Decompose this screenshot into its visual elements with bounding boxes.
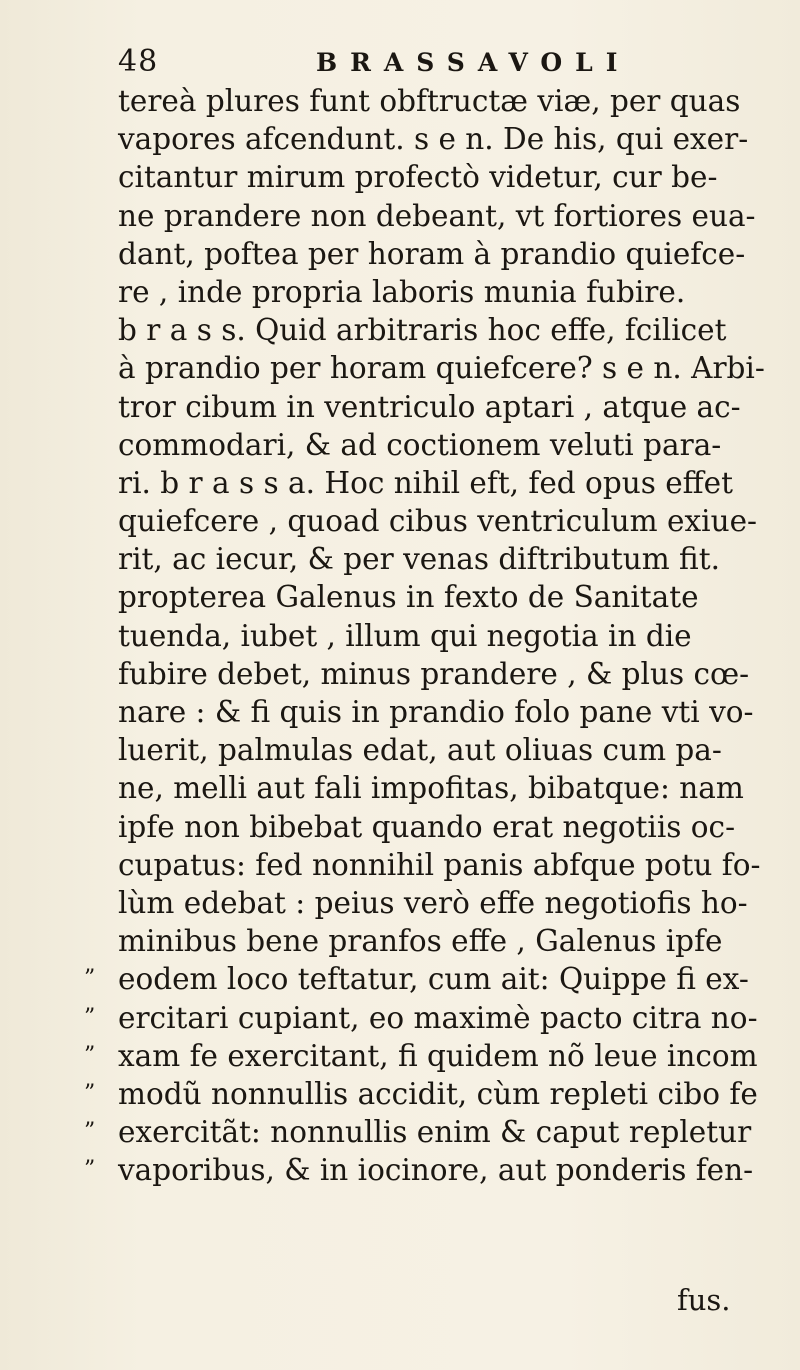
quotation-marker: ” bbox=[84, 1080, 97, 1106]
line-text: tuenda, iubet , illum qui negotia in die bbox=[118, 618, 692, 653]
text-line bbox=[118, 922, 738, 960]
text-line bbox=[118, 655, 750, 693]
text-line bbox=[118, 578, 738, 616]
line-text: eodem loco teftatur, cum ait: Quippe fi ex- bbox=[118, 962, 749, 997]
text-line bbox=[118, 82, 741, 120]
line-text: xam fe exercitant, fi quidem nõ leue incom bbox=[118, 1038, 758, 1073]
line-text: b r a s s. Quid arbitraris hoc effe, fcilicet bbox=[118, 313, 727, 348]
text-line bbox=[118, 426, 738, 464]
line-text: à prandio per horam quiefcere? s e n. Arbi- bbox=[118, 351, 765, 386]
line-text: commodari, & ad coctionem veluti para- bbox=[118, 427, 722, 462]
text-line bbox=[118, 120, 749, 158]
line-text: quiefcere , quoad cibus ventriculum exiue- bbox=[118, 504, 757, 539]
line-text: rit, ac iecur, & per venas diftributum fit. bbox=[118, 542, 720, 577]
body-text bbox=[84, 82, 765, 1189]
text-line bbox=[118, 349, 765, 387]
line-text: fubire debet, minus prandere , & plus cœ- bbox=[118, 656, 750, 691]
running-title: BRASSAVOLI bbox=[316, 48, 631, 77]
text-line bbox=[118, 464, 738, 502]
line-text: lùm edebat : peius verò effe negotiofis ho- bbox=[118, 885, 748, 920]
line-text: nare : & fi quis in prandio folo pane vti vo- bbox=[118, 695, 754, 729]
quotation-marker: ” bbox=[84, 1157, 97, 1183]
text-line bbox=[84, 1075, 758, 1113]
line-text: dant, poftea per horam à prandio quiefce- bbox=[118, 236, 746, 271]
text-line bbox=[118, 884, 748, 922]
text-line bbox=[118, 273, 738, 311]
line-text: minibus bene pranfos effe , Galenus ipfe bbox=[118, 924, 723, 959]
text-line bbox=[84, 1151, 754, 1189]
text-line bbox=[118, 769, 744, 807]
line-text: vaporibus, & in iocinore, aut ponderis fen- bbox=[118, 1153, 754, 1188]
catchword: fus. bbox=[677, 1283, 731, 1317]
text-line bbox=[118, 158, 738, 196]
line-text: ne, melli aut fali impofitas, bibatque: nam bbox=[118, 771, 744, 806]
text-line bbox=[118, 731, 738, 769]
line-text: citantur mirum profectò videtur, cur be- bbox=[118, 160, 718, 195]
line-text: tror cibum in ventriculo aptari , atque ac- bbox=[118, 389, 741, 424]
line-text: cupatus: fed nonnihil panis abfque potu fo- bbox=[118, 847, 761, 882]
text-line bbox=[118, 693, 754, 731]
text-line bbox=[84, 1037, 758, 1075]
quotation-marker: ” bbox=[84, 1004, 97, 1030]
page-number: 48 bbox=[118, 44, 159, 79]
text-line bbox=[84, 999, 758, 1037]
line-text: ipfe non bibebat quando erat negotiis oc- bbox=[118, 809, 736, 844]
text-line bbox=[118, 617, 738, 655]
text-line bbox=[84, 960, 749, 998]
line-text: propterea Galenus in fexto de Sanitate bbox=[118, 580, 699, 615]
quotation-marker: ” bbox=[84, 966, 97, 992]
text-line bbox=[118, 808, 738, 846]
line-text: luerit, palmulas edat, aut oliuas cum pa- bbox=[118, 733, 722, 768]
line-text: ne prandere non debeant, vt fortiores eua- bbox=[118, 198, 756, 233]
quotation-marker: ” bbox=[84, 1119, 97, 1145]
text-line bbox=[118, 197, 756, 235]
text-line bbox=[84, 1113, 752, 1151]
line-text: vapores afcendunt. s e n. De his, qui exer- bbox=[118, 122, 749, 157]
line-text: exercitãt: nonnullis enim & caput repletur bbox=[118, 1115, 752, 1150]
quotation-marker: ” bbox=[84, 1042, 97, 1068]
text-line bbox=[118, 846, 761, 884]
line-text: ri. b r a s s a. Hoc nihil eft, fed opus effet bbox=[118, 465, 733, 500]
text-line bbox=[118, 235, 746, 273]
page-header bbox=[118, 40, 638, 80]
line-text: modũ nonnullis accidit, cùm repleti cibo fe bbox=[118, 1076, 758, 1111]
line-text: ercitari cupiant, eo maximè pacto citra no- bbox=[118, 1000, 758, 1035]
text-line bbox=[118, 311, 738, 349]
text-line bbox=[118, 502, 757, 540]
text-line bbox=[118, 540, 738, 578]
line-text: tereà plures funt obftructæ viæ, per quas bbox=[118, 84, 741, 118]
line-text: re , inde propria laboris munia fubire. bbox=[118, 274, 686, 309]
text-line bbox=[118, 388, 741, 426]
